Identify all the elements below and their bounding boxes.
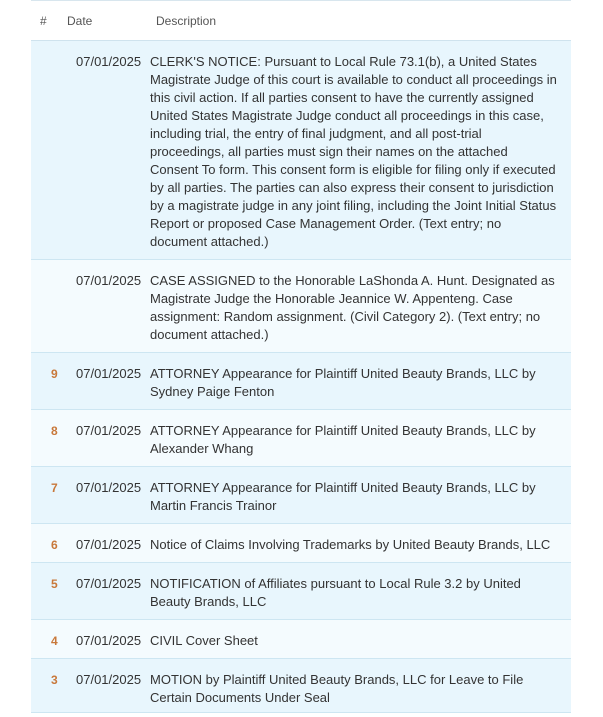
entry-date: 07/01/2025 — [76, 54, 142, 69]
docket-entry-case-assigned — [31, 260, 571, 353]
entry-number[interactable]: 8 — [51, 424, 58, 438]
entry-date: 07/01/2025 — [76, 480, 142, 495]
docket-entry-clerks-notice — [31, 41, 571, 260]
entry-description: CLERK'S NOTICE: Pursuant to Local Rule 73.1(b), a United States Magistrate Judge of this court is available to conduct all proceedings in this civil action. If all parties consent to have the currently assigned United States Magistrate Judge conduct all proceedings in this case, including trial, the entry of final judgment, and all post-trial proceedings, all parties must sign their names on the attached Consent To form. This consent form is eligible for filing only if executed by all parties. The parties can also express their consent to jurisdiction by a magistrate judge in any joint filing, including the Joint Initial Status Report or proposed Case Management Order. (Text entry; no document attached.) — [150, 54, 557, 249]
entry-date: 07/01/2025 — [76, 273, 142, 288]
entry-date: 07/01/2025 — [76, 576, 142, 591]
entry-number[interactable]: 6 — [51, 538, 58, 552]
docket-entry-3 — [31, 659, 571, 713]
entry-description: CASE ASSIGNED to the Honorable LaShonda A. Hunt. Designated as Magistrate Judge the Honorable Jeannice W. Appenteng. Case assignment: Random assignment. (Civil Category 2). (Text entry; no document attached.) — [150, 273, 555, 342]
entry-date: 07/01/2025 — [76, 537, 142, 552]
entry-number[interactable]: 7 — [51, 481, 58, 495]
entry-number[interactable]: 9 — [51, 367, 58, 381]
entry-date: 07/01/2025 — [76, 633, 142, 648]
column-header-description: Description — [156, 13, 217, 28]
entry-description: Notice of Claims Involving Trademarks by United Beauty Brands, LLC — [150, 537, 551, 552]
entry-number[interactable]: 5 — [51, 577, 58, 591]
entry-description: ATTORNEY Appearance for Plaintiff United Beauty Brands, LLC by Sydney Paige Fenton — [150, 366, 536, 399]
docket-entry-4 — [31, 620, 571, 659]
entry-description: NOTIFICATION of Affiliates pursuant to Local Rule 3.2 by United Beauty Brands, LLC — [150, 576, 521, 609]
docket-header — [31, 0, 571, 41]
docket-entry-8 — [31, 410, 571, 467]
docket-entry-6 — [31, 524, 571, 563]
column-header-number: # — [40, 13, 47, 28]
entry-description: ATTORNEY Appearance for Plaintiff United Beauty Brands, LLC by Alexander Whang — [150, 423, 536, 456]
column-header-date: Date — [67, 13, 93, 28]
entry-number[interactable]: 3 — [51, 673, 58, 687]
docket-entry-5 — [31, 563, 571, 620]
entry-date: 07/01/2025 — [76, 672, 142, 687]
entry-date: 07/01/2025 — [76, 366, 142, 381]
docket-entry-9 — [31, 353, 571, 410]
docket-table — [31, 0, 571, 713]
entry-number[interactable]: 4 — [51, 634, 58, 648]
entry-description: ATTORNEY Appearance for Plaintiff United Beauty Brands, LLC by Martin Francis Trainor — [150, 480, 536, 513]
docket-entry-7 — [31, 467, 571, 524]
entry-date: 07/01/2025 — [76, 423, 142, 438]
entry-description: MOTION by Plaintiff United Beauty Brands, LLC for Leave to File Certain Documents Under Seal — [150, 672, 524, 705]
entry-description: CIVIL Cover Sheet — [150, 633, 258, 648]
